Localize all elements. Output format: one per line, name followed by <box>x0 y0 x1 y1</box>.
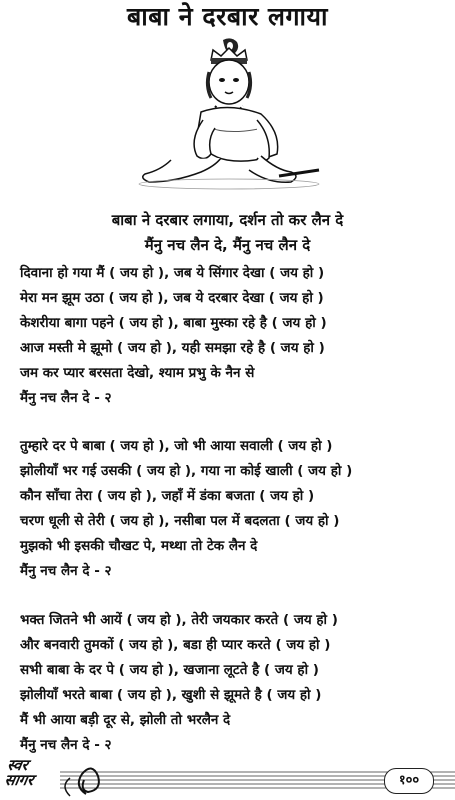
baby-krishna-illustration <box>131 36 325 194</box>
lyric-line: जम कर प्यार बरसता देखो, श्याम प्रभु के नैन से <box>20 365 255 381</box>
lyric-line: झोलीयाँ भरते बाबा ( जय हो ), खुशी से झूमते है ( जय हो ) <box>20 687 322 703</box>
lyric-line: मेरा मन झूम उठा ( जय हो ), जब ये दरबार देखा ( जय हो ) <box>20 290 324 306</box>
lyric-line: कौन साँचा तेरा ( जय हो ), जहाँ में डंका बजता ( जय हो ) <box>20 488 315 504</box>
lyric-line: मुझको भी इसकी चौखट पे, मथ्था तो टेक लैन दे <box>20 538 258 554</box>
refrain-line-2: मैंनु नच लैन दे, मैंनु नच लैन दे <box>144 236 311 254</box>
lyric-line: और बनवारी तुमकों ( जय हो ), बडा ही प्यार करते ( जय हो ) <box>20 637 331 653</box>
swar-sagar-logo: स्वर सागर <box>3 756 35 789</box>
page-title: बाबा ने दरबार लगाया <box>127 2 328 31</box>
page-number: १०० <box>384 768 434 794</box>
lyric-line: मैंनु नच लैन दे - २ <box>20 390 112 406</box>
lyric-line: भक्त जितने भी आयें ( जय हो ), तेरी जयकार करते ( जय हो ) <box>20 612 338 628</box>
lyric-line: आज मस्ती मे झूमो ( जय हो ), यही समझा रहे है ( जय हो ) <box>20 340 325 356</box>
lyric-line: चरण धूली से तेरी ( जय हो ), नसीबा पल में बदलता ( जय हो ) <box>20 513 340 529</box>
stanza-1 <box>20 261 445 411</box>
stanza-3 <box>20 608 445 758</box>
refrain-line-1: बाबा ने दरबार लगाया, दर्शन तो कर लैन दे <box>111 211 344 229</box>
lyric-line: दिवाना हो गया मैं ( जय हो ), जब ये सिंगार देखा ( जय हो ) <box>20 265 325 281</box>
lyric-line: तुम्हारे दर पे बाबा ( जय हो ), जो भी आया सवाली ( जय हो ) <box>20 438 333 454</box>
refrain <box>0 208 455 258</box>
lyric-line: सभी बाबा के दर पे ( जय हो ), खजाना लूटते है ( जय हो ) <box>20 662 319 678</box>
lyric-line: मैंनु नच लैन दे - २ <box>20 737 112 753</box>
lyric-line: झोलीयाँ भर गई उसकी ( जय हो ), गया ना कोई खाली ( जय हो ) <box>20 463 353 479</box>
lyric-line: मैं भी आया बड़ी दूर से, झोली तो भरलैन दे <box>20 712 231 728</box>
stanza-2 <box>20 434 445 584</box>
lyric-line: मैंनु नच लैन दे - २ <box>20 563 112 579</box>
lyric-line: केशरीया बागा पहने ( जय हो ), बाबा मुस्का रहे है ( जय हो ) <box>20 315 327 331</box>
